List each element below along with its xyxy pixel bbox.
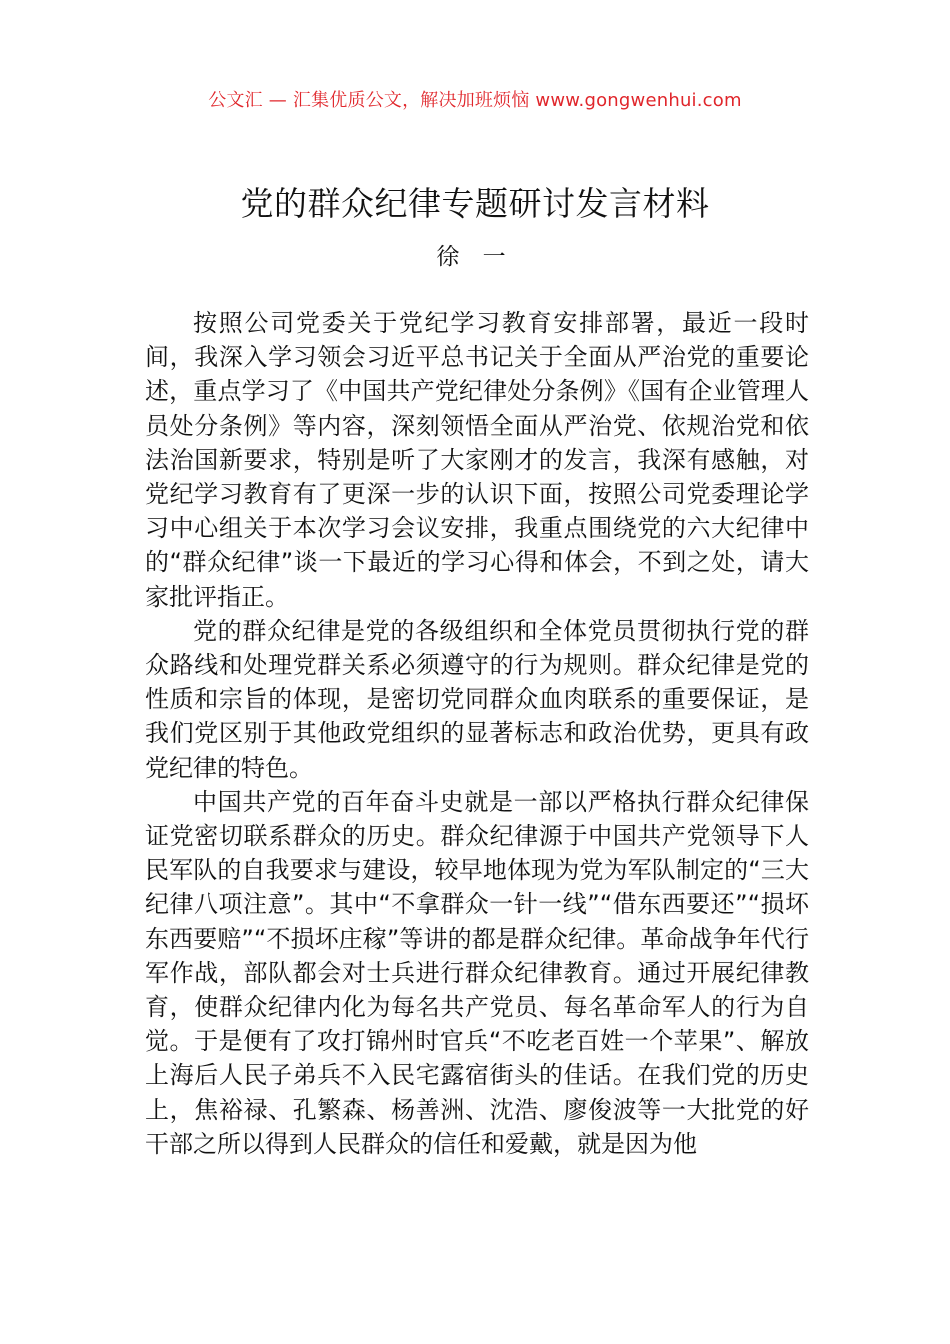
paragraph: 按照公司党委关于党纪学习教育安排部署，最近一段时间，我深入学习领会习近平总书记关于全面从严治党的重要论述，重点学习了《中国共产党纪律处分条例》《国有企业管理人员处分条例》等内容，深刻领悟全面从严治党、依规治党和依法治国新要求，特别是听了大家刚才的发言，我深有感触，对党纪学习教育有了更深一步的认识下面，按照公司党委理论学习中心组关于本次学习会议安排，我重点围绕党的六大纪律中的“群众纪律”谈一下最近的学习心得和体会，不到之处，请大家批评指正。 — [145, 309, 809, 611]
paragraph: 中国共产党的百年奋斗史就是一部以严格执行群众纪律保证党密切联系群众的历史。群众纪律源于中国共产党领导下人民军队的自我要求与建设，较早地体现为党为军队制定的“三大纪律八项注意”。其中“不拿群众一针一线”“借东西要还”“损坏东西要赔”“不损坏庄稼”等讲的都是群众纪律。革命战争年代行军作战，部队都会对士兵进行群众纪律教育。通过开展纪律教育，使群众纪律内化为每名共产党员、每名革命军人的行为自觉。于是便有了攻打锦州时官兵“不吃老百姓一个苹果”、解放上海后人民子弟兵不入民宅露宿街头的佳话。在我们党的历史上，焦裕禄、孔繁森、杨善洲、沈浩、廖俊波等一大批党的好干部之所以得到人民群众的信任和爱戴，就是因为他 — [145, 787, 809, 1158]
paragraph: 党的群众纪律是党的各级组织和全体党员贯彻执行党的群众路线和处理党群关系必须遵守的行为规则。群众纪律是党的性质和宗旨的体现，是密切党同群众血肉联系的重要保证，是我们党区别于其他政党组织的显著标志和政治优势，更具有政党纪律的特色。 — [145, 616, 809, 782]
document-title: 党的群众纪律专题研讨发言材料 — [240, 184, 710, 223]
document-author: 徐 一 — [436, 244, 514, 270]
document-body — [145, 306, 809, 1161]
header-banner: 公文汇 — 汇集优质公文，解决加班烦恼 www.gongwenhui.com — [208, 90, 742, 111]
